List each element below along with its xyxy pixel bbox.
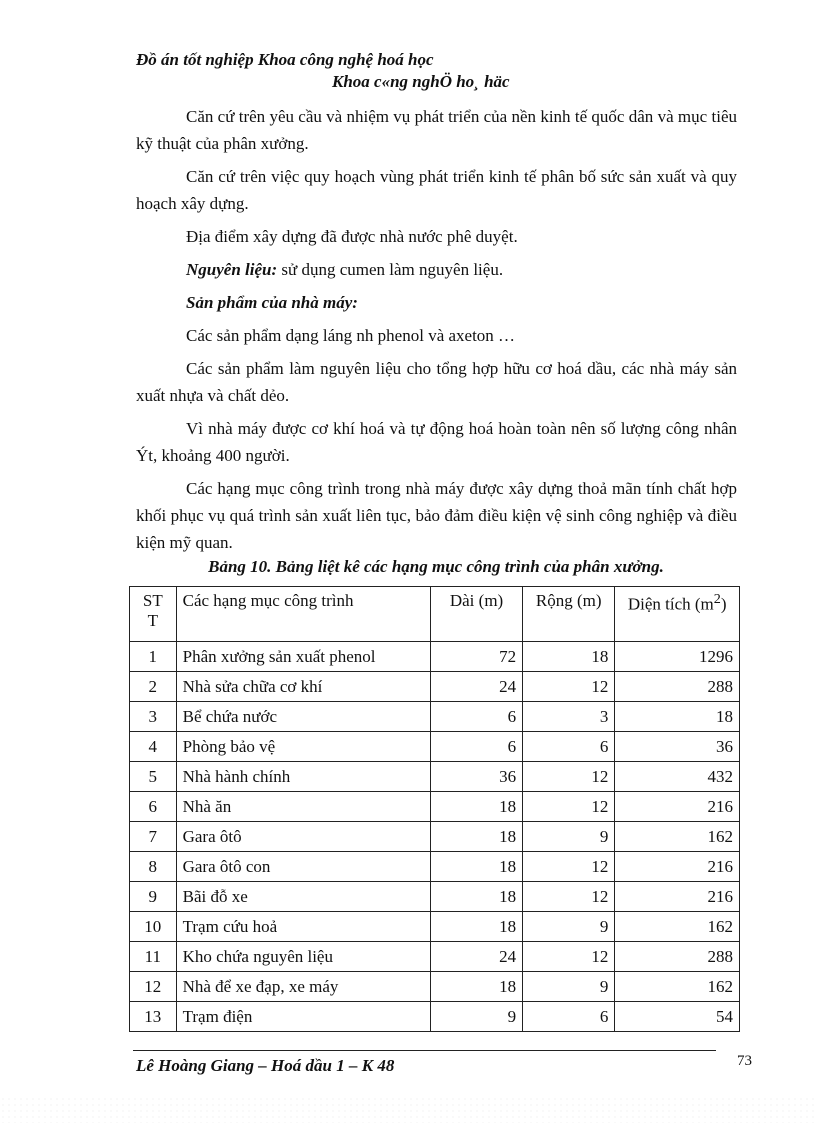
paragraph-products-heading	[136, 289, 737, 316]
table-row	[130, 672, 740, 702]
cell-area: 216	[615, 792, 740, 822]
paragraph: Các hạng mục công trình trong nhà máy được xây dựng thoả mãn tính chất hợp khối phục vụ quá trình sản xuất liên tục, bảo đảm điều kiện vệ sinh công nghiệp và điều kiện mỹ quan.	[136, 479, 737, 552]
table-body	[130, 642, 740, 1032]
cell-name: Phân xưởng sản xuất phenol	[176, 642, 430, 672]
cell-width: 3	[523, 702, 615, 732]
cell-name: Nhà ăn	[176, 792, 430, 822]
table-header-row	[130, 587, 740, 642]
paragraph-raw-material	[136, 256, 737, 283]
table-row	[130, 912, 740, 942]
cell-length: 36	[430, 762, 522, 792]
raw-material-text: sử dụng cumen làm nguyên liệu.	[277, 260, 504, 279]
cell-width: 9	[523, 972, 615, 1002]
cell-width: 12	[523, 672, 615, 702]
cell-name: Bể chứa nước	[176, 702, 430, 732]
cell-name: Nhà để xe đạp, xe máy	[176, 972, 430, 1002]
cell-stt: 3	[130, 702, 177, 732]
cell-length: 18	[430, 822, 522, 852]
cell-stt: 13	[130, 1002, 177, 1032]
paragraph: Địa điểm xây dựng đã được nhà nước phê duyệt.	[186, 227, 518, 246]
table-row	[130, 762, 740, 792]
cell-name: Nhà hành chính	[176, 762, 430, 792]
cell-stt: 10	[130, 912, 177, 942]
page-number: 73	[737, 1053, 752, 1069]
paragraph: Căn cứ trên yêu cầu và nhiệm vụ phát triển của nền kinh tế quốc dân và mục tiêu kỹ thuật của phân xưởng.	[136, 107, 737, 153]
cell-area: 18	[615, 702, 740, 732]
cell-width: 12	[523, 762, 615, 792]
works-table	[129, 586, 740, 1032]
cell-length: 18	[430, 792, 522, 822]
cell-length: 9	[430, 1002, 522, 1032]
cell-area: 216	[615, 882, 740, 912]
cell-width: 6	[523, 732, 615, 762]
table-row	[130, 852, 740, 882]
body-text	[136, 103, 737, 562]
table-row	[130, 792, 740, 822]
cell-stt: 5	[130, 762, 177, 792]
cell-area: 1296	[615, 642, 740, 672]
cell-area: 162	[615, 972, 740, 1002]
cell-name: Nhà sửa chữa cơ khí	[176, 672, 430, 702]
cell-stt: 11	[130, 942, 177, 972]
cell-length: 18	[430, 882, 522, 912]
table-row	[130, 1002, 740, 1032]
cell-area: 54	[615, 1002, 740, 1032]
paragraph: Căn cứ trên việc quy hoạch vùng phát triển kinh tế phân bố sức sản xuất và quy hoạch xây dựng.	[136, 167, 737, 213]
cell-length: 24	[430, 672, 522, 702]
cell-stt: 8	[130, 852, 177, 882]
cell-stt: 9	[130, 882, 177, 912]
cell-width: 9	[523, 912, 615, 942]
raw-material-label: Nguyên liệu:	[186, 260, 278, 279]
cell-width: 6	[523, 1002, 615, 1032]
cell-stt: 1	[130, 642, 177, 672]
table-row	[130, 942, 740, 972]
table-row	[130, 972, 740, 1002]
cell-stt: 4	[130, 732, 177, 762]
header-name: Các hạng mục công trình	[176, 587, 430, 642]
cell-length: 6	[430, 702, 522, 732]
paragraph: Các sản phẩm làm nguyên liệu cho tổng hợp hữu cơ hoá dầu, các nhà máy sản xuất nhựa và chất dẻo.	[136, 359, 737, 405]
cell-width: 12	[523, 882, 615, 912]
cell-stt: 6	[130, 792, 177, 822]
cell-name: Trạm điện	[176, 1002, 430, 1032]
cell-area: 216	[615, 852, 740, 882]
header-subtitle: Khoa c«ng nghÖ ho¸ häc	[332, 72, 510, 91]
cell-name: Gara ôtô	[176, 822, 430, 852]
table-caption: Bảng 10. Bảng liệt kê các hạng mục công trình của phân xưởng.	[208, 557, 664, 576]
cell-width: 9	[523, 822, 615, 852]
cell-stt: 12	[130, 972, 177, 1002]
products-label: Sản phẩm của nhà máy:	[186, 293, 358, 312]
cell-length: 6	[430, 732, 522, 762]
cell-length: 18	[430, 972, 522, 1002]
cell-length: 18	[430, 852, 522, 882]
cell-area: 288	[615, 942, 740, 972]
cell-area: 162	[615, 912, 740, 942]
cell-name: Gara ôtô con	[176, 852, 430, 882]
cell-stt: 7	[130, 822, 177, 852]
footer-divider	[133, 1050, 716, 1051]
cell-stt: 2	[130, 672, 177, 702]
cell-area: 288	[615, 672, 740, 702]
table-row	[130, 642, 740, 672]
cell-length: 18	[430, 912, 522, 942]
cell-width: 12	[523, 852, 615, 882]
header-area: Diện tích $(m^2)$	[615, 587, 740, 642]
cell-name: Trạm cứu hoả	[176, 912, 430, 942]
table-row	[130, 732, 740, 762]
header-length: Dài (m)	[430, 587, 522, 642]
paragraph: Vì nhà máy được cơ khí hoá và tự động hoá hoàn toàn nên số lượng công nhân Ýt, khoảng 400 người.	[136, 419, 737, 465]
cell-name: Phòng bảo vệ	[176, 732, 430, 762]
table-row	[130, 882, 740, 912]
cell-width: 12	[523, 942, 615, 972]
cell-area: 432	[615, 762, 740, 792]
cell-length: 72	[430, 642, 522, 672]
cell-name: Kho chứa nguyên liệu	[176, 942, 430, 972]
cell-area: 36	[615, 732, 740, 762]
header-title: Đồ án tốt nghiệp Khoa công nghệ hoá học	[136, 50, 434, 69]
header-width: Rộng (m)	[523, 587, 615, 642]
cell-width: 18	[523, 642, 615, 672]
paragraph: Các sản phẩm dạng láng nh phenol và axeton …	[186, 326, 516, 345]
table-row	[130, 822, 740, 852]
footer-author: Lê Hoàng Giang – Hoá dầu 1 – K 48	[136, 1056, 395, 1075]
cell-area: 162	[615, 822, 740, 852]
table-row	[130, 702, 740, 732]
cell-name: Bãi đỗ xe	[176, 882, 430, 912]
header-stt: ST T	[130, 587, 177, 642]
cell-length: 24	[430, 942, 522, 972]
cell-width: 12	[523, 792, 615, 822]
